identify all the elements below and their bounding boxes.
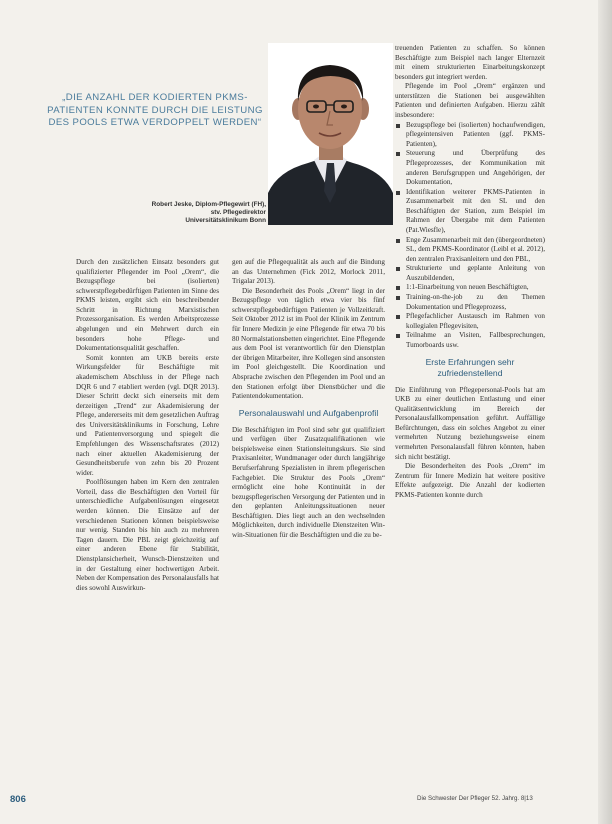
list-item: Training-on-the-job zu den Themen Dokumentation und Pflegeprozess, [395,293,545,312]
paragraph: Poolflösungen haben im Kern den zentralen Vorteil, dass die Beschäftigten den Vorteil für unterschiedliche Aufgabenlösungen eingesetzt werden können. Die Einsätze auf der verschiedenen Stationen können beispielsweise nur wenig. Standen bis hin auch zu mehreren Tagen dauern. Die PBL zeigt gleichzeitig auf einer anderen Ebene für Stabilität, Dienstplansicherheit, Wunsch-Dienstzeiten und in der Gestaltung einer hochwertigen Arbeit. Neben der Kompensation des Personalausfalls hat dies sowohl Auswirkun- [76,478,219,592]
text-column-2 [232,258,385,541]
list-item: Identifikation weiterer PKMS-Patienten in Zusammenarbeit mit den SL und den Beschäftigten der Station, zum Beispiel im Rahmen der Übergabe mit dem Patienten (Pat.Wiesfle), [395,188,545,236]
paragraph: Die Einführung von Pflegepersonal-Pools hat am UKB zu einer deutlichen Entlastung und einer Qualitätsentwicklung im Bereich der Personalausfallkompensation geführt. Auffällige Befürchtungen, dass ein solches Angebot zu einer vermehrten Nutzung beziehungsweise einem vermehrten Personalausfall führen könnten, haben sich nicht bestätigt. [395,385,545,461]
section-heading: Personalauswahl und Aufgabenprofil [238,407,379,418]
paragraph: gen auf die Pflegequalität als auch auf die Bindung an das Unternehmen (Fick 2012, Morlock 2011, Trigalar 2013). [232,258,385,286]
text-column-1 [76,258,219,593]
author-portrait [268,43,393,225]
paragraph: Pflegende im Pool „Orem“ ergänzen und unterstützen die Stationen bei ausgewählten Patienten und definierten Aufgaben. Hierzu zählt insbesondere: [395,82,545,120]
list-item: Pflegefachlicher Austausch im Rahmen von kollegialen Pflegevisiten, [395,312,545,331]
photo-caption [88,201,266,226]
caption-institution: Universitätsklinikum Bonn [185,217,266,225]
paragraph: Durch den zusätzlichen Einsatz besonders gut qualifizierter Pflegender im Pool „Orem“, die Bezugspflege bei (isolierten) schwerstpflegebedürftigen Patienten im Sinne des PKMS leisten, ergibt sich ein beschreibender Schritt in Richtung Marxistischen Prozessorganisation. Es werden Arbeitsprozesse abgelungen und ein Mehrwert durch ein besonders hohe Pflege- und Dokumentationsqualität geschaffen. [76,258,219,353]
paragraph: Die Beschäftigten im Pool sind sehr gut qualifiziert und verfügen über Zusatzqualifikationen wie beispielsweise einen Stationsleitungskurs. Sie sind Praxisanleiter, Wundmanager oder durch langjährige Berufserfahrung Spezialisten in ihrem pflegerischen Fachgebiet. Die Struktur des Pools „Orem“ ermöglicht eine hohe Kontinuität in der bezugspflegerischen Versorgung der Patienten und in den geplanten Anleitungssituationen neuer Beschäftigten. Dies liegt auch an den wechselnden Möglichkeiten, durch individuelle Dienstzeiten Win-win-Situationen für die Beschäftigten und die zu be- [232,425,385,540]
list-item: Enge Zusammenarbeit mit den (übergeordneten) SL, dem PKMS-Koordinator (Leibl et al. 2012), den zentralen Praxisanleitern und den PBL, [395,236,545,265]
list-item: Steuerung und Überprüfung des Pflegeprozesses, der Kommunikation mit anderen Berufsgruppen und Angehörigen, der Dokumentation, [395,149,545,187]
pull-quote: „DIE ANZAHL DER KODIERTEN PKMS-PATIENTEN KONNTE DURCH DIE LEISTUNG DES POOLS ETWA VERDOPPELT WERDEN“ [47,92,263,129]
section-heading: Erste Erfahrungen sehr zufriedenstellend [425,356,515,378]
caption-name: Robert Jeske, Diplom-Pflegewirt (FH), [151,201,266,208]
caption-role: stv. Pflegedirektor [210,209,266,217]
task-list [395,121,545,351]
paragraph: treuenden Patienten zu schaffen. So können Beschäftigte zum Beispiel nach langer Elternzeit mit einem strukturierten Einarbeitungskonzept besonders gut integriert werden. [395,44,545,81]
running-footer: Die Schwester Der Pfleger 52. Jahrg. 8|13 [417,795,533,802]
list-item: 1:1-Einarbeitung von neuen Beschäftigten, [395,283,545,293]
paragraph: Somit konnten am UKB bereits erste Wirkungsfelder für Beschäftigte mit akademischem Abschluss in der Pflege nach DQR 6 und 7 etabliert werden (vgl. DQR 2013). Dieser Schritt deckt sich einerseits mit dem derzeitigen „Trend“ zur Akademisierung der Pflege, andererseits mit dem gesetzlichen Auftrag des Universitätsklinikums in Forschung, Lehre und Patientenversorgung und spiegelt die Empfehlungen des Wissenschaftsrates (2012) nach einer aktuellen Akademisierung der Gesundheitsberufe von zehn bis 20 Prozent wider. [76,353,219,477]
page-number: 806 [10,794,26,805]
list-item: Strukturierte und geplante Anleitung von Auszubildenden, [395,264,545,283]
list-item: Teilnahme an Visiten, Fallbesprechungen, Tumorboards usw. [395,331,545,350]
list-item: Bezugspflege bei (isolierten) hochaufwendigen, pflegeintensiven Patienten (ggf. PKMS-Patienten), [395,121,545,150]
paragraph: Die Besonderheiten des Pools „Orem“ im Zentrum für Innere Medizin hat weitere positive Effekte aufgezeigt. Die Anzahl der kodierten PKMS-Patienten konnte durch [395,462,545,499]
text-column-3 [395,44,545,500]
paragraph: Die Besonderheit des Pools „Orem“ liegt in der Bezugspflege von täglich etwa vier bis fünf schwerstpflegebedürftigen Patienten je Vollzeitkraft. Seit Oktober 2012 ist im Pool der Klinik im Zentrum für Innere Medizin je eine Pflegende für etwa 70 bis 80 Normalstationsbetten eingerichtet. Eine Pflegende aus dem Pool ist verantwortlich für den Dienstplan der übrigen Mitarbeiter, ihre Kollegen sind ansonsten im Pool gleichgestellt. Die Koordination und Absprache zwischen den Pflegenden im Pool und an den Stationen erfolgt über Dienstbücher und die Patientendokumentation. [232,286,385,401]
page-edge [598,0,612,824]
